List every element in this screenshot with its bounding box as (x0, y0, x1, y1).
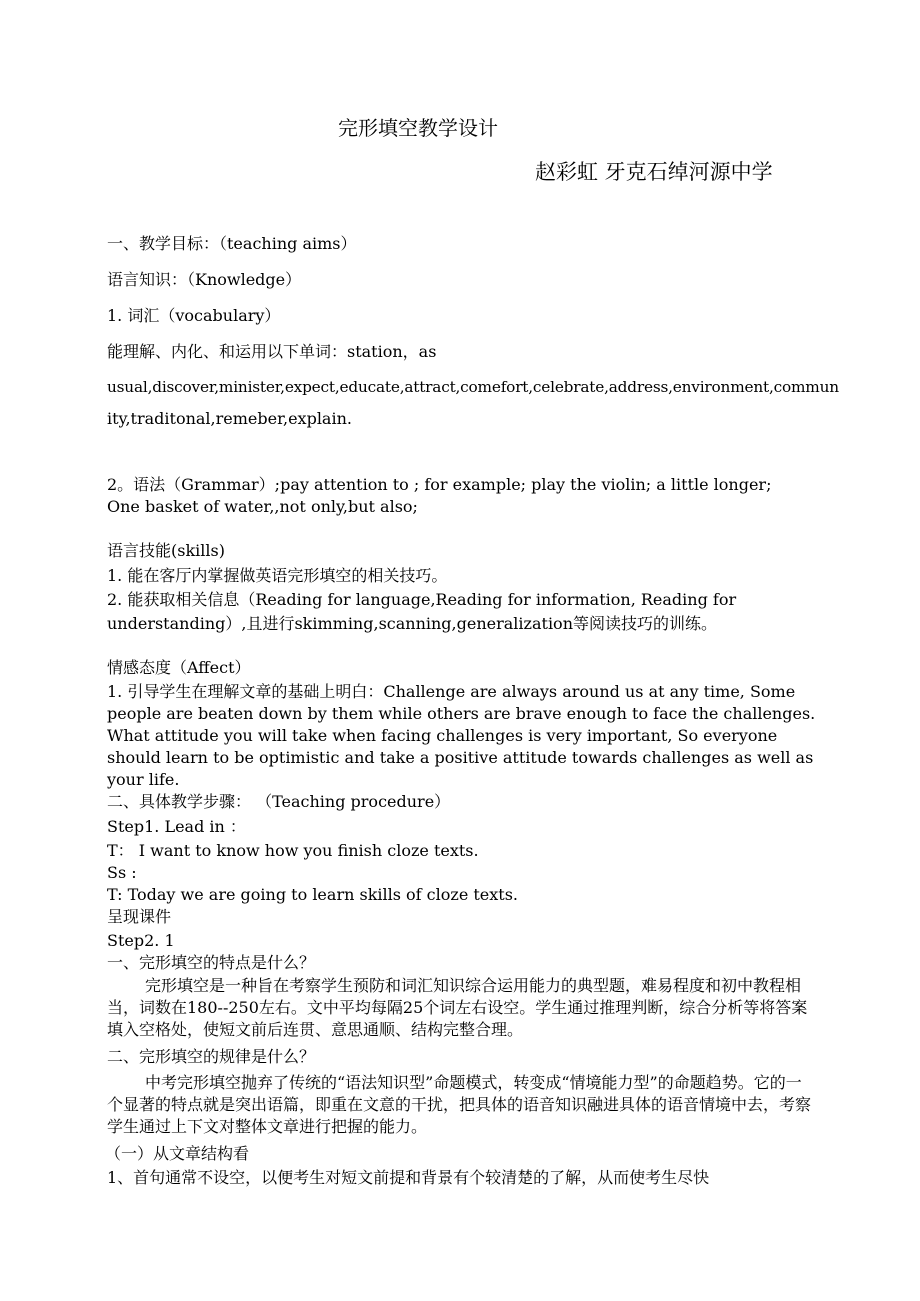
dialogue-teacher-2: T: Today we are going to learn skills of cloze texts. (107, 885, 519, 904)
knowledge-heading: 语言知识：（Knowledge） (107, 270, 302, 289)
subheading-structure: （一）从文章结构看 (105, 1144, 250, 1163)
section-2-heading: 二、具体教学步骤： （Teaching procedure） (107, 792, 451, 811)
vocabulary-words-line1: usual,discover,minister,expect,educate,attract,comefort,celebrate,address,environment,commun (107, 378, 839, 396)
step2-heading: Step2. 1 (107, 931, 175, 950)
dialogue-students: Ss : (107, 863, 137, 882)
affect-heading: 情感态度（Affect） (107, 658, 251, 677)
step1-heading: Step1. Lead in ： (107, 817, 246, 836)
author-line: 赵彩虹 牙克石绰河源中学 (535, 160, 773, 184)
vocabulary-intro: 能理解、内化、和运用以下单词：station，as (107, 342, 437, 361)
skill-item-1: 1. 能在客厅内掌握做英语完形填空的相关技巧。 (107, 566, 448, 585)
affect-item-1: 1. 引导学生在理解文章的基础上明白：Challenge are always around us at any time, Some people are beaten down by them while others are brave enough to face the challenges. What attitude you will take when facing challenges is very important, So everyone should learn to be optimistic and take a positive attitude towards challenges as well as your life. (107, 682, 816, 789)
document-title: 完形填空教学设计 (338, 116, 498, 140)
section-1-heading: 一、教学目标：（teaching aims） (107, 234, 357, 253)
skills-heading: 语言技能(skills) (107, 541, 225, 560)
grammar-line2: One basket of water,,not only,but also; (107, 497, 418, 516)
show-courseware: 呈现课件 (107, 907, 172, 926)
vocabulary-words-line2: ity,traditonal,remeber,explain. (107, 409, 352, 428)
grammar-line1: 2。语法（Grammar）;pay attention to ; for example; play the violin; a little longer; (107, 475, 772, 494)
vocabulary-heading: 1. 词汇（vocabulary） (107, 306, 281, 325)
dialogue-teacher-1: T： I want to know how you finish cloze texts. (107, 841, 479, 860)
question-2: 二、完形填空的规律是什么？ (107, 1047, 316, 1066)
paragraph-2: 中考完形填空抛弃了传统的“语法知识型”命题模式，转变成“情境能力型”的命题趋势。它的一个显著的特点就是突出语篇，即重在文意的干扰，把具体的语音知识融进具体的语音情境中去，考察学生通过上下文对整体文章进行把握的能力。 (107, 1073, 812, 1136)
paragraph-1: 完形填空是一种旨在考察学生预防和词汇知识综合运用能力的典型题，难易程度和初中教程相当，词数在180--250左右。文中平均每隔25个词左右设空。学生通过推理判断，综合分析等将答案填入空格处，使短文前后连贯、意思通顺、结构完整合理。 (107, 976, 808, 1039)
skill-item-2: 2. 能获取相关信息（Reading for language,Reading for information, Reading for understanding）,且进行skimming,scanning,generalization等阅读技巧的训练。 (107, 590, 737, 633)
structure-item-1: 1、首句通常不设空，以便考生对短文前提和背景有个较清楚的了解，从而使考生尽快 (107, 1168, 710, 1187)
question-1: 一、完形填空的特点是什么？ (107, 953, 316, 972)
